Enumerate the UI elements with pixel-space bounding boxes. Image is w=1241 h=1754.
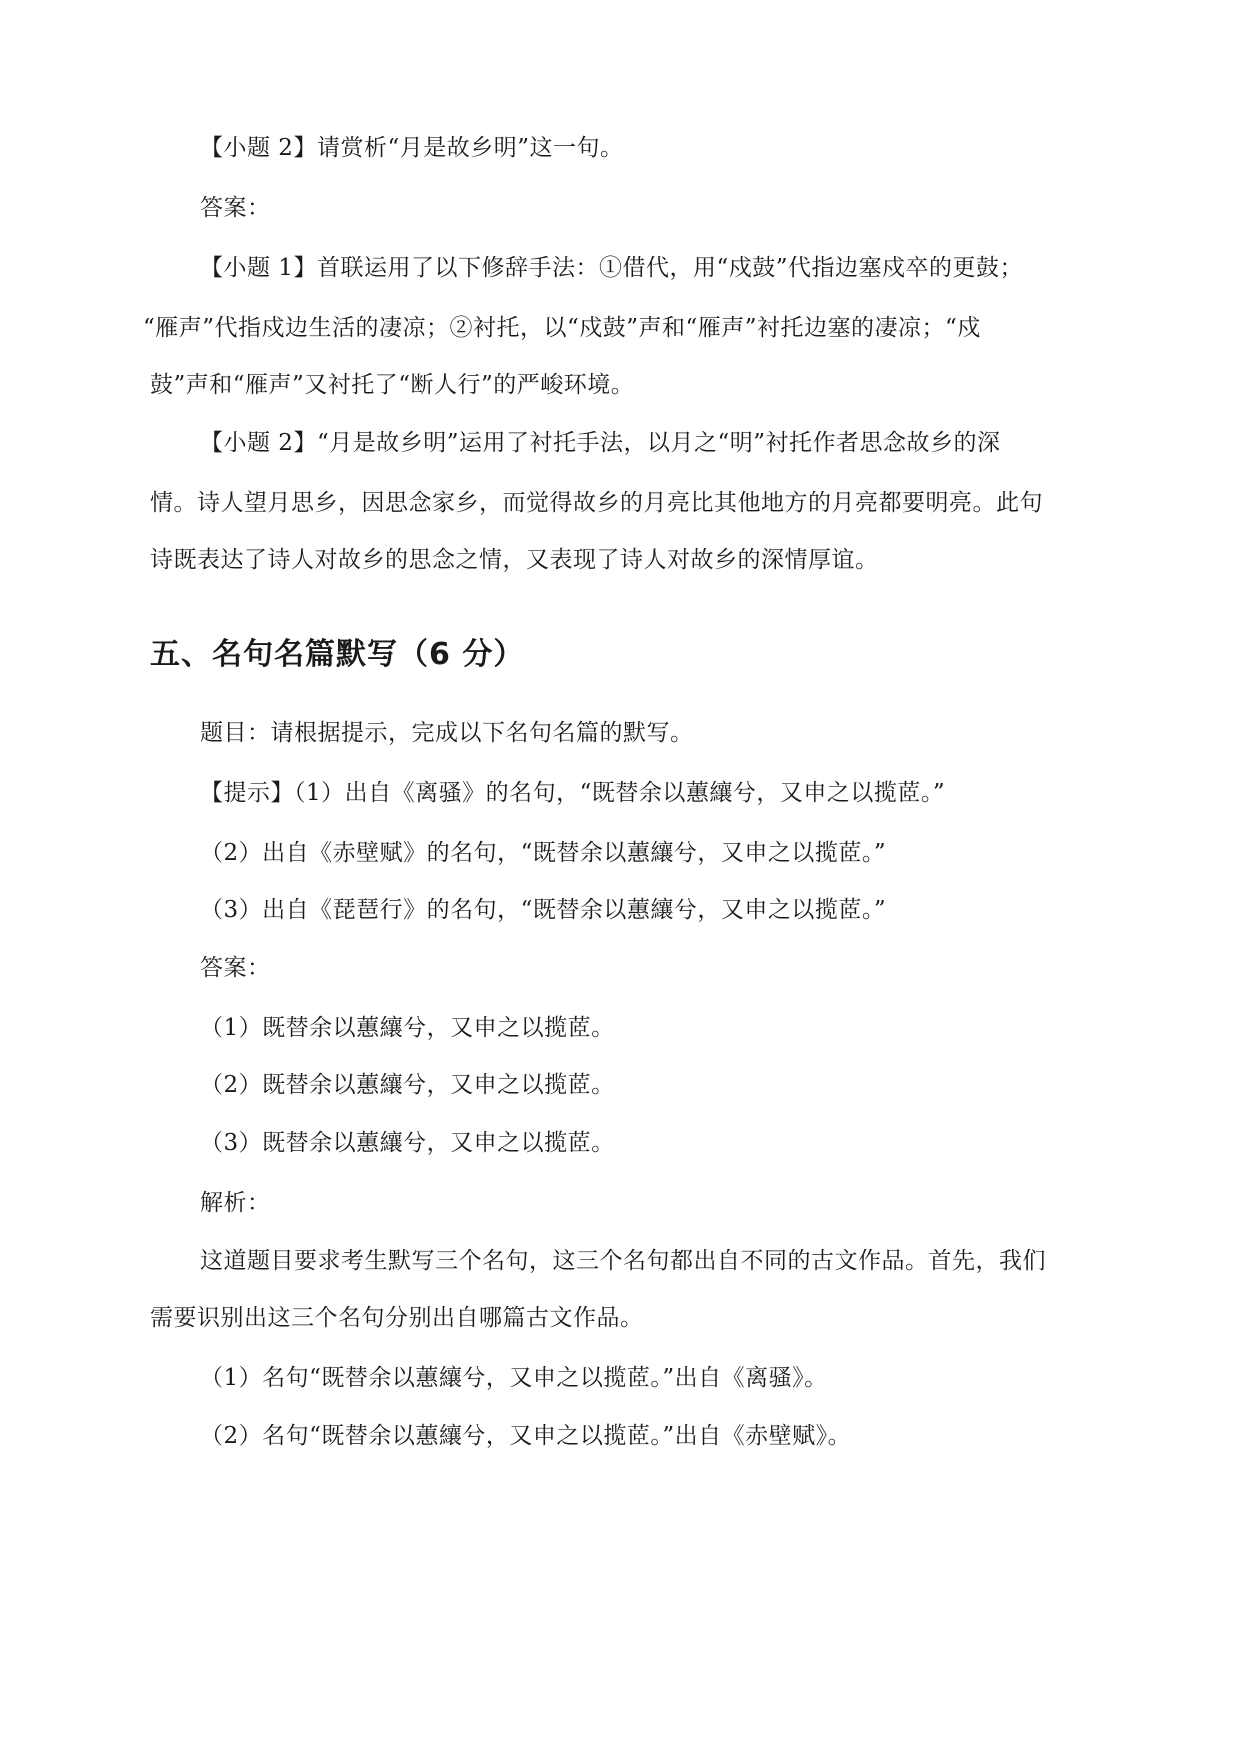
- hint-1: 【提示】（1）出自《离骚》的名句，“既替余以蕙纕兮，又申之以揽茝。”: [200, 780, 946, 806]
- hint-2: （2）出自《赤壁赋》的名句，“既替余以蕙纕兮，又申之以揽茝。”: [200, 840, 887, 866]
- source-2: （2）名句“既替余以蕙纕兮，又申之以揽茝。”出自《赤壁赋》。: [200, 1423, 852, 1449]
- section-5-answer-label: 答案：: [200, 955, 271, 981]
- answer-2-line-3: 诗既表达了诗人对故乡的思念之情，又表现了诗人对故乡的深情厚谊。: [150, 547, 879, 573]
- answer-item-1: （1）既替余以蕙纕兮，又申之以揽茝。: [200, 1015, 615, 1041]
- answer-2-line-1: 【小题 2】“月是故乡明”运用了衬托手法，以月之“明”衬托作者思念故乡的深: [200, 430, 1001, 456]
- question-2-prompt: 【小题 2】请赏析“月是故乡明”这一句。: [200, 135, 624, 161]
- answer-label: 答案：: [200, 195, 271, 221]
- analysis-line-2: 需要识别出这三个名句分别出自哪篇古文作品。: [150, 1305, 644, 1331]
- answer-item-3: （3）既替余以蕙纕兮，又申之以揽茝。: [200, 1130, 615, 1156]
- section-5-heading: 五、名句名篇默写（6 分）: [150, 637, 525, 672]
- hint-3: （3）出自《琵琶行》的名句，“既替余以蕙纕兮，又申之以揽茝。”: [200, 897, 887, 923]
- answer-1-line-2: “雁声”代指戍边生活的凄凉；②衬托，以“戍鼓”声和“雁声”衬托边塞的凄凉；“戍: [143, 315, 981, 341]
- section-5-prompt: 题目：请根据提示，完成以下名句名篇的默写。: [200, 720, 694, 746]
- answer-1-line-3: 鼓”声和“雁声”又衬托了“断人行”的严峻环境。: [150, 372, 635, 398]
- answer-2-line-2: 情。诗人望月思乡，因思念家乡，而觉得故乡的月亮比其他地方的月亮都要明亮。此句: [150, 490, 1043, 516]
- answer-1-line-1: 【小题 1】首联运用了以下修辞手法：①借代，用“戍鼓”代指边塞戍卒的更鼓；: [200, 255, 1023, 281]
- analysis-line-1: 这道题目要求考生默写三个名句，这三个名句都出自不同的古文作品。首先，我们: [200, 1248, 1046, 1274]
- analysis-label: 解析：: [200, 1190, 271, 1216]
- source-1: （1）名句“既替余以蕙纕兮，又申之以揽茝。”出自《离骚》。: [200, 1365, 828, 1391]
- answer-item-2: （2）既替余以蕙纕兮，又申之以揽茝。: [200, 1072, 615, 1098]
